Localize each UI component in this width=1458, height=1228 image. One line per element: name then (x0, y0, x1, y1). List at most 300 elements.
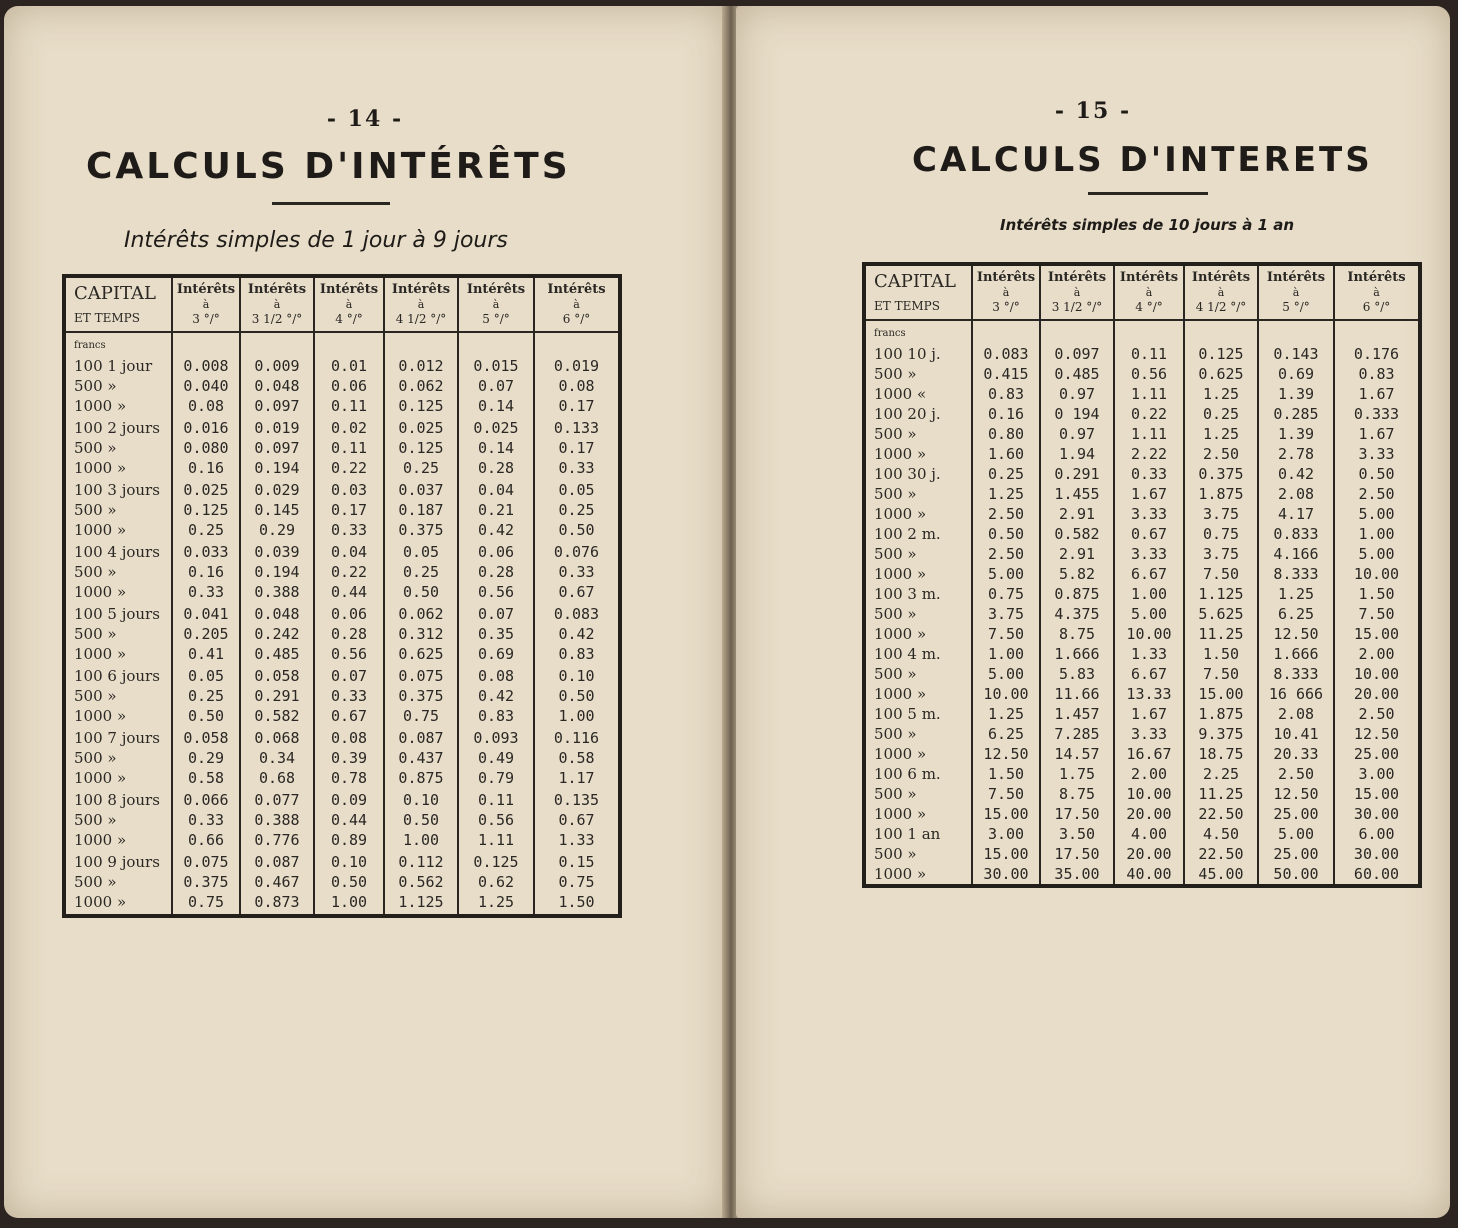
interest-cell (314, 790, 384, 852)
interest-value: 0.093 (473, 729, 519, 747)
interest-value: 0.625 (1198, 365, 1244, 383)
capital-cell (864, 464, 972, 524)
capital-line: 1000 » (74, 769, 127, 787)
interest-value: 0.11 (1130, 345, 1168, 363)
interest-value: 5.00 (987, 665, 1025, 683)
header-word: Intérêts (1266, 270, 1326, 285)
capital-line: 100 20 j. (874, 405, 941, 423)
capital-cell (864, 764, 972, 824)
interest-cell (1114, 644, 1184, 704)
interest-value: 0.29 (258, 521, 296, 539)
interest-cell (1184, 524, 1258, 584)
interest-value: 2.25 (1202, 765, 1240, 783)
interest-value: 1.875 (1198, 485, 1244, 503)
interest-cell (1334, 644, 1420, 704)
interest-value: 0.05 (187, 667, 225, 685)
interest-value: 0.833 (1273, 525, 1319, 543)
interest-value: 7.50 (1358, 605, 1395, 623)
interest-value: 0.25 (187, 521, 225, 539)
interest-cell (1040, 704, 1114, 764)
interest-value: 45.00 (1198, 865, 1244, 883)
interest-value: 25.00 (1273, 845, 1319, 863)
header-word: Intérêts (1191, 270, 1251, 285)
interest-cell (384, 542, 458, 604)
interest-cell (534, 604, 620, 666)
interest-value: 0.08 (330, 729, 368, 747)
interest-cell (1040, 464, 1114, 524)
page-subtitle: Intérêts simples de 1 jour à 9 jours (124, 228, 508, 253)
interest-value: 3.33 (1130, 505, 1168, 523)
interest-value: 1.875 (1198, 705, 1244, 723)
interest-cell (458, 356, 534, 418)
interest-cell (458, 604, 534, 666)
interest-value: 5.00 (1277, 825, 1315, 843)
interest-value: 6.25 (1277, 605, 1315, 623)
interest-value: 0.83 (1358, 365, 1395, 383)
interest-value: 15.00 (983, 845, 1029, 863)
interest-value: 0.285 (1273, 405, 1319, 423)
interest-cell (1334, 824, 1420, 886)
interest-cell (1184, 584, 1258, 644)
capital-cell (864, 344, 972, 404)
interest-value: 3.75 (1202, 545, 1240, 563)
interest-value: 0.467 (254, 873, 300, 891)
interest-value: 15.00 (1353, 625, 1400, 643)
header-a: à (492, 298, 500, 312)
interest-value: 0.35 (477, 625, 515, 643)
interest-value: 0.83 (987, 385, 1025, 403)
interest-value: 2.00 (1358, 645, 1395, 663)
interest-value: 0.097 (1054, 345, 1100, 363)
interest-cell (1184, 464, 1258, 524)
interest-value: 0.22 (1130, 405, 1168, 423)
interest-value: 5.00 (987, 565, 1025, 583)
interest-value: 3.50 (1058, 825, 1096, 843)
interest-value: 0.25 (1202, 405, 1240, 423)
capital-cell (864, 824, 972, 886)
interest-value: 0.17 (330, 501, 368, 519)
capital-line: 1000 » (874, 625, 927, 643)
capital-line: 100 2 jours (74, 419, 160, 437)
interest-cell (240, 666, 314, 728)
interest-value: 0.69 (1277, 365, 1315, 383)
interest-value: 0.50 (330, 873, 368, 891)
interest-value: 0.019 (254, 419, 300, 437)
interest-value: 2.50 (1358, 705, 1395, 723)
capital-line: 100 4 m. (874, 645, 941, 663)
interest-value: 0.015 (473, 357, 519, 375)
interest-value: 5.00 (1358, 505, 1395, 523)
interest-value: 0.375 (1198, 465, 1244, 483)
interest-value: 1.11 (1130, 425, 1168, 443)
interest-value: 4.375 (1054, 605, 1100, 623)
interest-value: 0.58 (187, 769, 225, 787)
interest-value: 0.67 (330, 707, 368, 725)
interest-value: 10.00 (983, 685, 1029, 703)
capital-line: 1000 » (74, 707, 127, 725)
interest-value: 3.00 (1358, 765, 1395, 783)
interest-value: 8.333 (1273, 565, 1319, 583)
capital-cell (64, 728, 172, 790)
interest-value: 11.25 (1198, 785, 1244, 803)
header-word: Intérêts (466, 282, 526, 297)
interest-cell (972, 344, 1040, 404)
header-rate-value: 6 °/° (562, 312, 591, 326)
interest-cell (172, 418, 240, 480)
interest-value: 0.75 (187, 893, 225, 911)
interest-value: 0.375 (398, 521, 444, 539)
capital-line: 500 » (74, 625, 117, 643)
capital-line: 500 » (874, 485, 917, 503)
interest-value: 1.67 (1358, 425, 1395, 443)
interest-value: 20.00 (1353, 685, 1400, 703)
interest-value: 20.00 (1126, 805, 1172, 823)
interest-value: 0.291 (254, 687, 300, 705)
interest-value: 2.00 (1130, 765, 1168, 783)
interest-value: 0.42 (477, 521, 515, 539)
header-rate-value: 5 °/° (1282, 300, 1310, 314)
interest-value: 1.60 (987, 445, 1025, 463)
interest-cell (972, 824, 1040, 886)
interest-value: 0.029 (254, 481, 300, 499)
interest-value: 0.11 (330, 439, 368, 457)
header-capital (864, 264, 972, 320)
interest-cell (1334, 704, 1420, 764)
interest-cell (314, 666, 384, 728)
interest-value: 22.50 (1198, 805, 1244, 823)
interest-value: 0.125 (398, 439, 444, 457)
interest-value: 0.388 (254, 583, 300, 601)
interest-cell (384, 728, 458, 790)
capital-line: 100 2 m. (874, 525, 941, 543)
interest-value: 6.00 (1358, 825, 1395, 843)
interest-cell (172, 728, 240, 790)
interest-cell (172, 480, 240, 542)
interest-value: 0.08 (558, 377, 595, 395)
header-rate-value: 3 1/2 °/° (251, 312, 303, 326)
interest-value: 0.16 (187, 563, 225, 581)
interest-cell (1114, 764, 1184, 824)
interest-cell (534, 790, 620, 852)
capital-line: 1000 » (874, 865, 927, 883)
table-row (64, 604, 620, 666)
page-title: CALCULS D'INTERETS (912, 140, 1373, 180)
interest-value: 40.00 (1126, 865, 1172, 883)
page-number: - 15 - (1054, 98, 1132, 124)
interest-cell (1040, 824, 1114, 886)
interest-value: 0.56 (330, 645, 368, 663)
interest-value: 0.194 (254, 563, 300, 581)
interest-cell (458, 418, 534, 480)
interest-value: 1.455 (1054, 485, 1100, 503)
interest-value: 0.28 (330, 625, 368, 643)
interest-value: 0.194 (254, 459, 300, 477)
interest-value: 2.91 (1058, 505, 1096, 523)
interest-value: 1.25 (1202, 425, 1240, 443)
interest-value: 0.17 (558, 439, 595, 457)
interest-value: 0.50 (187, 707, 225, 725)
interest-value: 0.135 (553, 791, 600, 809)
interest-value: 0.058 (183, 729, 229, 747)
interest-cell (1258, 344, 1334, 404)
header-a: à (1145, 286, 1153, 300)
interest-cell (1258, 524, 1334, 584)
header-capital-label: CAPITAL (74, 282, 156, 304)
capital-line: 1000 » (874, 565, 927, 583)
interest-value: 0.58 (558, 749, 595, 767)
interest-value: 0.040 (183, 377, 229, 395)
interest-value: 0.875 (1054, 585, 1100, 603)
capital-line: 500 » (74, 439, 117, 457)
interest-value: 0.14 (477, 397, 515, 415)
interest-value: 0.083 (553, 605, 600, 623)
interest-value: 0.068 (254, 729, 300, 747)
header-temps-label: ET TEMPS (74, 311, 140, 326)
interest-value: 0.79 (477, 769, 515, 787)
interest-cell (1114, 524, 1184, 584)
interest-value: 0.50 (402, 583, 440, 601)
interest-cell (384, 604, 458, 666)
interest-value: 10.00 (1353, 665, 1400, 683)
interest-value: 5.83 (1058, 665, 1096, 683)
interest-value: 0.375 (398, 687, 444, 705)
interest-value: 3.75 (987, 605, 1025, 623)
interest-value: 0.25 (402, 459, 440, 477)
capital-line: 1000 » (874, 805, 927, 823)
header-rate-value: 4 1/2 °/° (1195, 300, 1247, 314)
interest-cell (314, 418, 384, 480)
header-rate (240, 276, 314, 332)
interest-value: 0.04 (330, 543, 368, 561)
capital-cell (64, 542, 172, 604)
interest-cell (384, 418, 458, 480)
interest-value: 0.33 (187, 583, 225, 601)
interest-value: 13.33 (1126, 685, 1172, 703)
interest-value: 12.50 (1273, 785, 1319, 803)
header-word: Intérêts (547, 282, 606, 297)
interest-value: 0.42 (477, 687, 515, 705)
header-a: à (573, 298, 580, 312)
capital-line: 500 » (74, 563, 117, 581)
interest-value: 0.69 (477, 645, 515, 663)
interest-value: 0.15 (558, 853, 595, 871)
interest-cell (1184, 644, 1258, 704)
header-rate (1258, 264, 1334, 320)
interest-value: 0.67 (558, 583, 595, 601)
capital-line: 1000 » (74, 583, 127, 601)
interest-cell (534, 852, 620, 916)
header-rate (1334, 264, 1420, 320)
interest-cell (458, 728, 534, 790)
interest-value: 0.133 (553, 419, 600, 437)
capital-line: 100 6 jours (74, 667, 160, 685)
interest-value: 0.076 (553, 543, 600, 561)
interest-value: 0.42 (558, 625, 595, 643)
header-rate-value: 4 1/2 °/° (395, 312, 447, 326)
interest-cell (384, 790, 458, 852)
interest-cell (1114, 344, 1184, 404)
capital-line: 1000 » (74, 893, 127, 911)
interest-value: 16 666 (1268, 685, 1324, 703)
interest-value: 16.67 (1126, 745, 1172, 763)
interest-value: 0.50 (558, 521, 595, 539)
capital-line: 500 » (74, 377, 117, 395)
interest-value: 10.00 (1126, 785, 1172, 803)
capital-line: 1000 » (874, 505, 927, 523)
interest-value: 35.00 (1054, 865, 1100, 883)
interest-value: 5.625 (1198, 605, 1244, 623)
interest-value: 0.56 (1130, 365, 1168, 383)
header-temps-label: ET TEMPS (874, 299, 940, 314)
interest-cell (172, 604, 240, 666)
interest-value: 1.33 (1130, 645, 1168, 663)
header-rate (172, 276, 240, 332)
interest-value: 2.50 (987, 545, 1025, 563)
interest-cell (1040, 524, 1114, 584)
interest-value: 1.00 (558, 707, 595, 725)
interest-value: 0.78 (330, 769, 368, 787)
interest-value: 0.25 (402, 563, 440, 581)
interest-cell (1334, 524, 1420, 584)
capital-line: 500 » (874, 665, 917, 683)
capital-line: 100 3 m. (874, 585, 941, 603)
interest-cell (1334, 404, 1420, 464)
interest-cell (172, 542, 240, 604)
interest-value: 5.82 (1058, 565, 1096, 583)
interest-value: 0.42 (1277, 465, 1315, 483)
title-rule (1088, 192, 1208, 195)
interest-value: 0.041 (183, 605, 229, 623)
capital-line: 100 3 jours (74, 481, 160, 499)
capital-line: 1000 » (874, 685, 927, 703)
interest-value: 0.56 (477, 583, 515, 601)
header-rate (972, 264, 1040, 320)
interest-value: 8.333 (1273, 665, 1319, 683)
interest-value: 0.75 (987, 585, 1025, 603)
interest-value: 0.125 (398, 397, 444, 415)
table-row (864, 824, 1420, 886)
interest-value: 0.67 (1130, 525, 1168, 543)
interest-value: 0.582 (1054, 525, 1100, 543)
interest-value: 11.66 (1054, 685, 1100, 703)
interest-cell (1258, 764, 1334, 824)
header-word: Intérêts (391, 282, 451, 297)
interest-value: 17.50 (1054, 845, 1100, 863)
interest-value: 0.34 (258, 749, 296, 767)
interest-value: 0.08 (477, 667, 515, 685)
interest-value: 0.048 (254, 605, 300, 623)
interest-value: 0.56 (477, 811, 515, 829)
interest-cell (1334, 344, 1420, 404)
table-row (64, 480, 620, 542)
interest-value: 0.080 (183, 439, 229, 457)
interest-cell (1258, 404, 1334, 464)
interest-cell (240, 852, 314, 916)
capital-line: 100 9 jours (74, 853, 160, 871)
interest-value: 15.00 (983, 805, 1029, 823)
interest-value: 0.143 (1273, 345, 1319, 363)
interest-value: 0.10 (402, 791, 440, 809)
interest-value: 1.75 (1058, 765, 1096, 783)
interest-value: 2.08 (1277, 485, 1315, 503)
interest-value: 1.25 (987, 705, 1025, 723)
interest-value: 1.457 (1054, 705, 1100, 723)
interest-cell (534, 480, 620, 542)
interest-cell (534, 356, 620, 418)
interest-value: 0.22 (330, 563, 368, 581)
interest-value: 0.06 (477, 543, 515, 561)
capital-line: 1000 » (874, 445, 927, 463)
interest-cell (1258, 824, 1334, 886)
interest-value: 2.78 (1277, 445, 1315, 463)
interest-cell (1184, 404, 1258, 464)
capital-cell (64, 852, 172, 916)
interest-value: 0.075 (183, 853, 229, 871)
capital-cell (864, 524, 972, 584)
interest-cell (458, 790, 534, 852)
table-row (864, 344, 1420, 404)
capital-line: 1000 » (874, 745, 927, 763)
header-rate-value: 3 °/° (192, 312, 220, 326)
interest-value: 15.00 (1353, 785, 1400, 803)
interest-value: 3.00 (987, 825, 1025, 843)
interest-value: 0.291 (1054, 465, 1100, 483)
interest-value: 0.037 (398, 481, 444, 499)
interest-value: 0.012 (398, 357, 444, 375)
table-row (864, 704, 1420, 764)
interest-value: 4.166 (1273, 545, 1319, 563)
interest-value: 0.17 (558, 397, 595, 415)
interest-value: 1.33 (558, 831, 595, 849)
capital-line: 100 1 an (874, 825, 941, 843)
page-title: CALCULS D'INTÉRÊTS (86, 146, 571, 187)
interest-value: 0.49 (477, 749, 515, 767)
interest-cell (314, 852, 384, 916)
interest-value: 0.06 (330, 377, 368, 395)
capital-line: 100 5 jours (74, 605, 160, 623)
header-word: Intérêts (1347, 270, 1406, 285)
interest-value: 0.33 (558, 563, 595, 581)
interest-value: 0.087 (398, 729, 444, 747)
interest-value: 10.41 (1273, 725, 1319, 743)
interest-cell (314, 728, 384, 790)
header-a: à (417, 298, 425, 312)
interest-value: 1.25 (1277, 585, 1315, 603)
interest-value: 1.39 (1277, 425, 1315, 443)
interest-value: 0.062 (398, 377, 444, 395)
table-row (64, 356, 620, 418)
header-rate (1114, 264, 1184, 320)
interest-cell (972, 704, 1040, 764)
interest-cell (314, 480, 384, 542)
interest-value: 0.016 (183, 419, 229, 437)
interest-value: 12.50 (1353, 725, 1400, 743)
interest-cell (384, 480, 458, 542)
interest-cell (314, 542, 384, 604)
interest-value: 0.048 (254, 377, 300, 395)
capital-line: 100 5 m. (874, 705, 941, 723)
interest-value: 6.67 (1130, 665, 1168, 683)
interest-cell (1040, 584, 1114, 644)
interest-value: 0.083 (983, 345, 1029, 363)
interest-cell (240, 790, 314, 852)
interest-value: 0.16 (187, 459, 225, 477)
interest-cell (1334, 464, 1420, 524)
table-row (64, 542, 620, 604)
interest-value: 0.485 (1054, 365, 1100, 383)
interest-value: 0.07 (330, 667, 368, 685)
interest-cell (240, 604, 314, 666)
